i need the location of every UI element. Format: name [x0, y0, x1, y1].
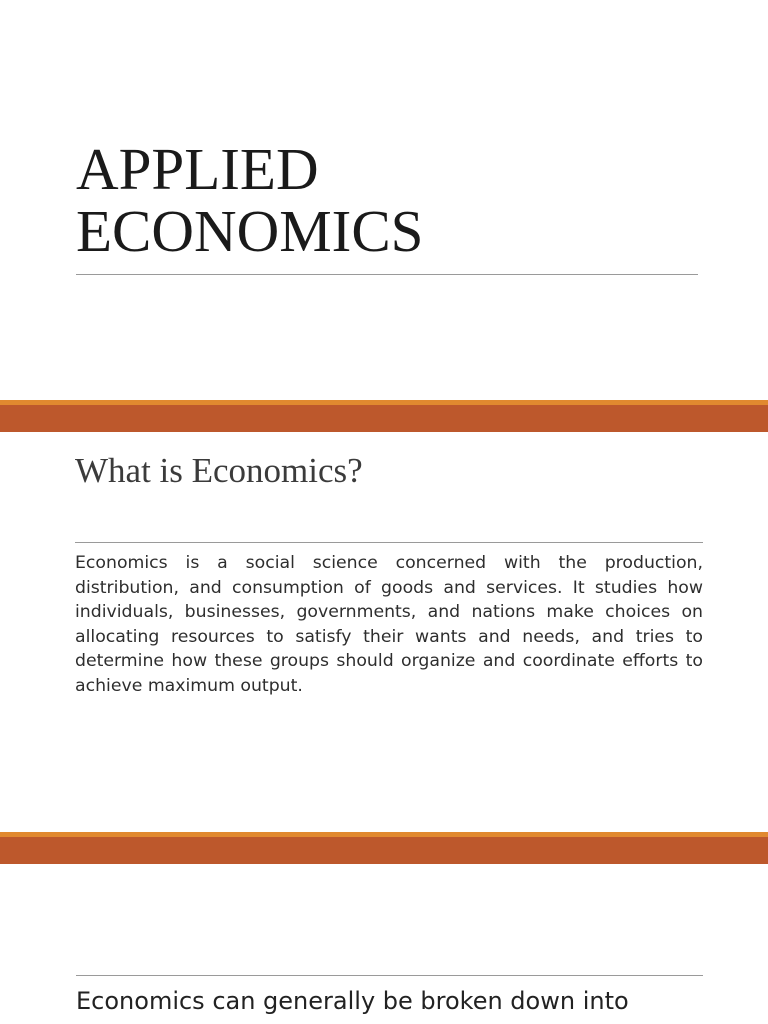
title-line-1: APPLIED [76, 136, 319, 202]
title-underline [76, 274, 698, 275]
body-paragraph: Economics is a social science concerned with the production, distribution, and consumption of goods and services. It studies how individuals, businesses, governments, and nations make choices on allocating resources to satisfy their wants and needs, and tries to determine how these groups should organize and coordinate efforts to achieve maximum output. [75, 553, 703, 696]
slide-3-top-rule [76, 975, 703, 976]
slide-title [76, 138, 716, 262]
section-heading: What is Economics? [75, 451, 363, 490]
body-paragraph: Economics can generally be broken down into [76, 987, 629, 1015]
title-line-2: ECONOMICS [76, 198, 424, 264]
slide-divider-band [0, 400, 768, 432]
heading-underline [75, 542, 703, 543]
slide-divider-band [0, 832, 768, 864]
